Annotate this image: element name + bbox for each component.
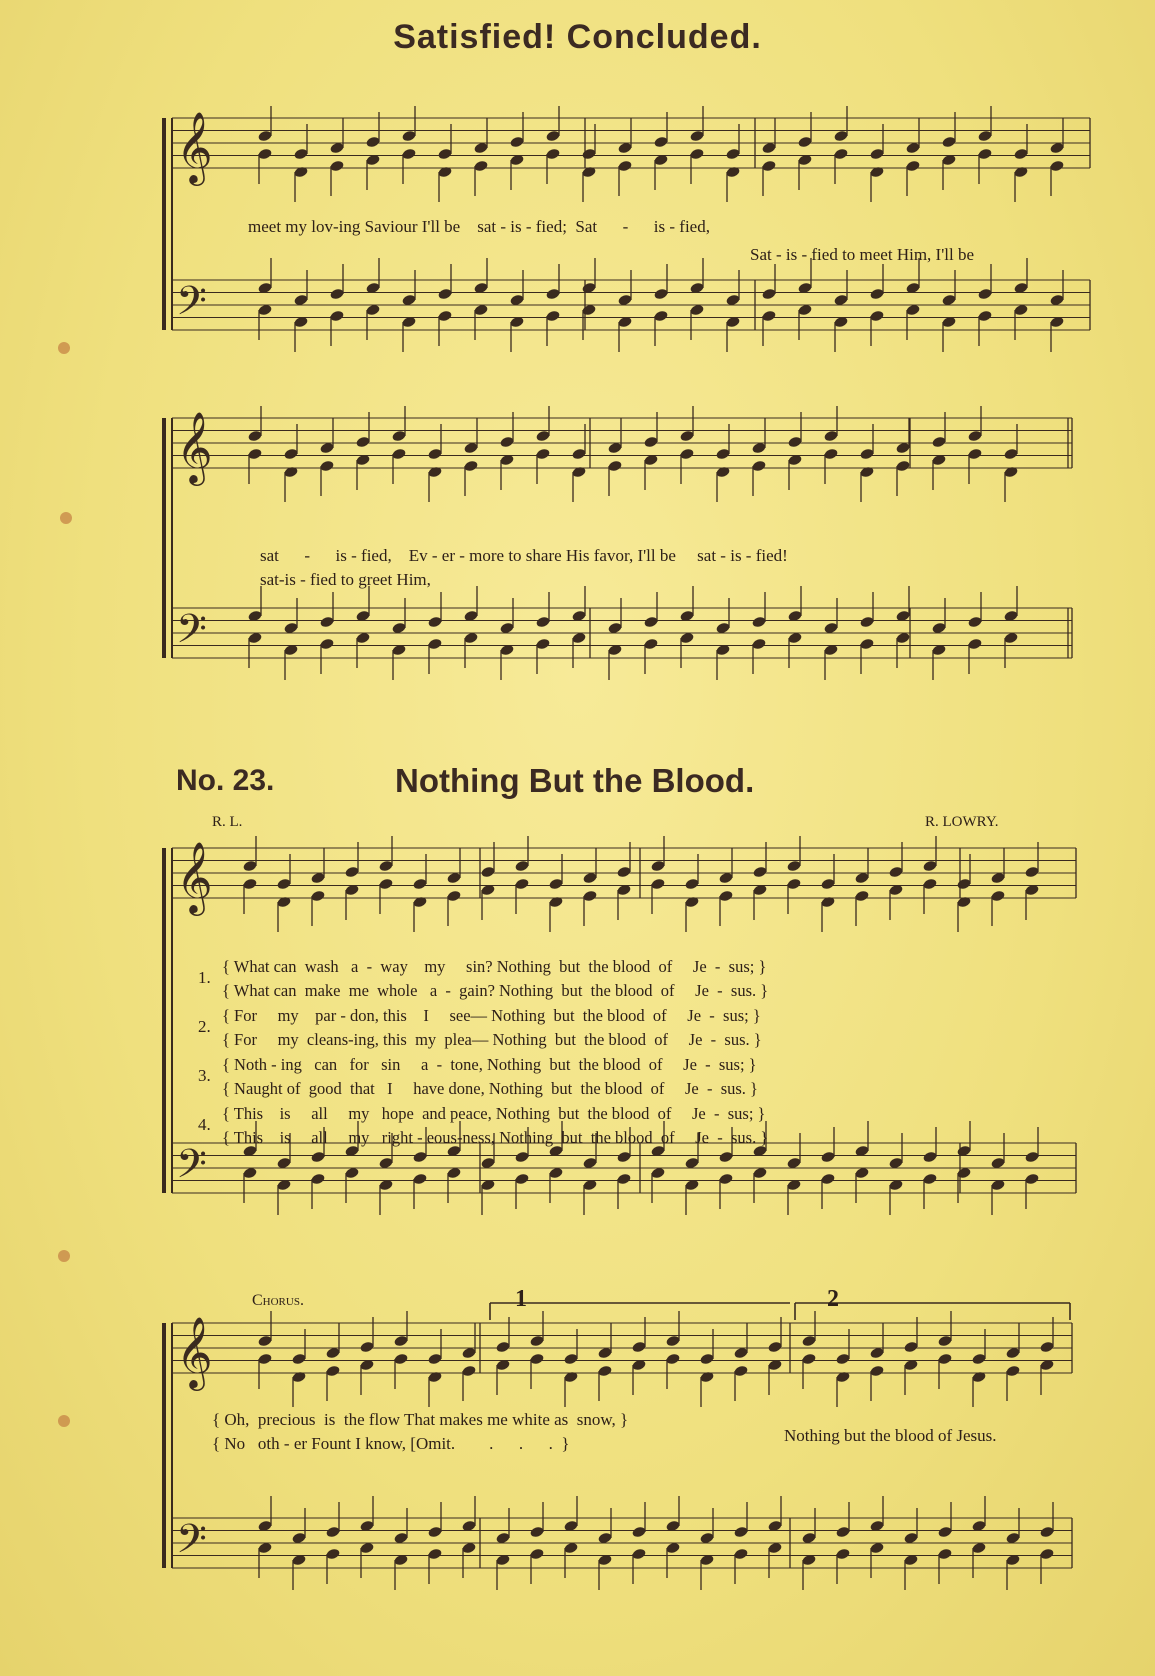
verse-number: 2. [198,1017,211,1036]
ending-1-label: 1 [515,1286,527,1312]
chorus-label: Chorus. [252,1292,304,1309]
hymn-title: Nothing But the Blood. [395,762,755,799]
lyrics-line-alt: Sat - is - fied to meet Him, I'll be [750,245,975,264]
bass-clef-icon: 𝄢 [176,278,207,334]
lyrics-line: meet my lov-ing Saviour I'll be sat - is - fied; Sat - is - fied, [248,217,710,236]
chorus-lyric: { No oth - er Fount I know, [Omit. . . . } [212,1434,570,1453]
ending-2-label: 2 [827,1286,839,1312]
music-credit: R. LOWRY. [925,814,999,830]
verse-number: 1. [198,968,211,987]
bass-clef-icon: 𝄢 [176,1141,207,1197]
verse-line: { For my cleans-ing, this my plea— Nothing but the blood of Je - sus. } [222,1030,762,1049]
verse-line: { This is all my hope and peace, Nothing but the blood of Je - sus; } [222,1104,766,1123]
lyrics-line-alt: sat-is - fied to greet Him, [260,570,431,589]
chorus-refrain: Nothing but the blood of Jesus. [784,1426,997,1445]
verse-number: 4. [198,1115,211,1134]
verse-line: { For my par - don, this I see— Nothing but the blood of Je - sus; } [222,1006,761,1025]
treble-clef-icon: 𝄞 [176,1315,213,1388]
chorus-lyric: { Oh, precious is the flow That makes me white as snow, } [212,1410,629,1429]
verse-line: { What can wash a - way my sin? Nothing but the blood of Je - sus; } [222,957,767,976]
verse-line: { Noth - ing can for sin a - tone, Nothing but the blood of Je - sus; } [222,1055,757,1074]
treble-clef-icon: 𝄞 [176,110,213,183]
treble-clef-icon: 𝄞 [176,840,213,913]
verse-number: 3. [198,1066,211,1085]
treble-clef-icon: 𝄞 [176,410,213,483]
hymn-number: No. 23. [176,764,275,797]
bass-clef-icon: 𝄢 [176,606,207,662]
verse-line: { Naught of good that I have done, Nothing but the blood of Je - sus. } [222,1079,758,1098]
lyrics-line: sat - is - fied, Ev - er - more to share His favor, I'll be sat - is - fied! [260,546,788,565]
verse-line: { This is all my right - eous-ness, Nothing but the blood of Je - sus. } [222,1128,769,1147]
bass-clef-icon: 𝄢 [176,1516,207,1572]
verse-line: { What can make me whole a - gain? Nothing but the blood of Je - sus. } [222,981,769,1000]
continued-title: Satisfied! Concluded. [393,18,762,56]
words-credit: R. L. [212,814,243,830]
